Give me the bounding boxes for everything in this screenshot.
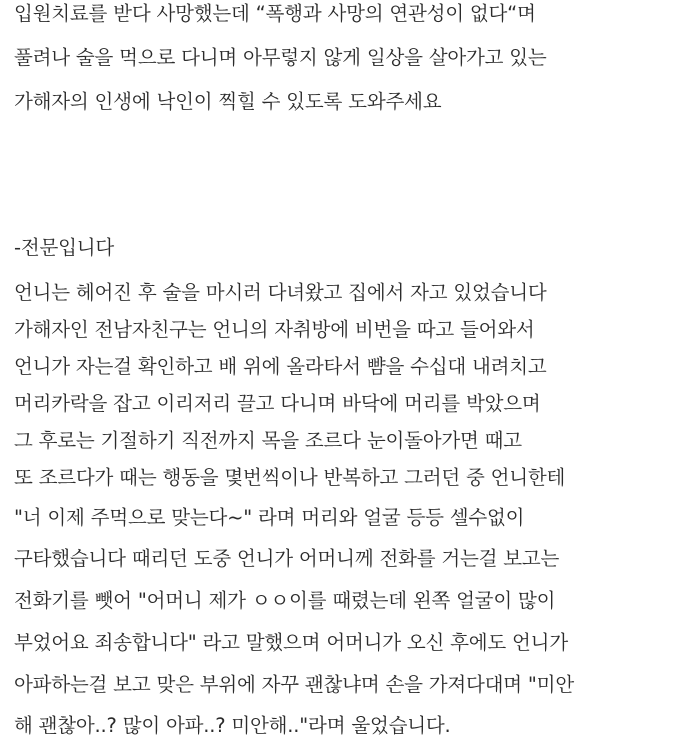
body-line-9: 전화기를 뺏어 "어머니 제가 ㅇㅇ이를 때렸는데 왼쪽 얼굴이 많이 [14, 589, 556, 612]
body-line-3: 언니가 자는걸 확인하고 배 위에 올라타서 뺨을 수십대 내려치고 [14, 355, 547, 378]
body-line-12: 해 괜찮아..? 많이 아파..? 미안해.."라며 울었습니다. [14, 714, 451, 737]
body-line-11: 아파하는걸 보고 맞은 부위에 자꾸 괜찮냐며 손을 가져다대며 "미안 [14, 673, 574, 696]
body-line-8: 구타했습니다 때리던 도중 언니가 어머니께 전화를 거는걸 보고는 [14, 547, 560, 570]
body-line-1: 언니는 헤어진 후 술을 마시러 다녀왔고 집에서 자고 있었습니다 [14, 281, 547, 304]
intro-line-2: 풀려나 술을 먹으로 다니며 아무렇지 않게 일상을 살아가고 있는 [14, 46, 547, 69]
section-heading: -전문입니다 [14, 236, 115, 259]
body-line-4: 머리카락을 잡고 이리저리 끌고 다니며 바닥에 머리를 박았으며 [14, 392, 541, 415]
body-line-6: 또 조르다가 때는 행동을 몇번씩이나 반복하고 그러던 중 언니한테 [14, 466, 566, 489]
body-line-2: 가해자인 전남자친구는 언니의 자취방에 비번을 따고 들어와서 [14, 318, 535, 341]
body-line-5: 그 후로는 기절하기 직전까지 목을 조르다 눈이돌아가면 때고 [14, 429, 522, 452]
body-line-7: "너 이제 주먹으로 맞는다~" 라며 머리와 얼굴 등등 셀수없이 [14, 506, 525, 529]
body-line-10: 부었어요 죄송합니다" 라고 말했으며 어머니가 오신 후에도 언니가 [14, 631, 568, 654]
intro-line-1: 입원치료를 받다 사망했는데 “폭행과 사망의 연관성이 없다“며 [14, 2, 536, 25]
intro-line-3: 가해자의 인생에 낙인이 찍힐 수 있도록 도와주세요 [14, 90, 442, 113]
